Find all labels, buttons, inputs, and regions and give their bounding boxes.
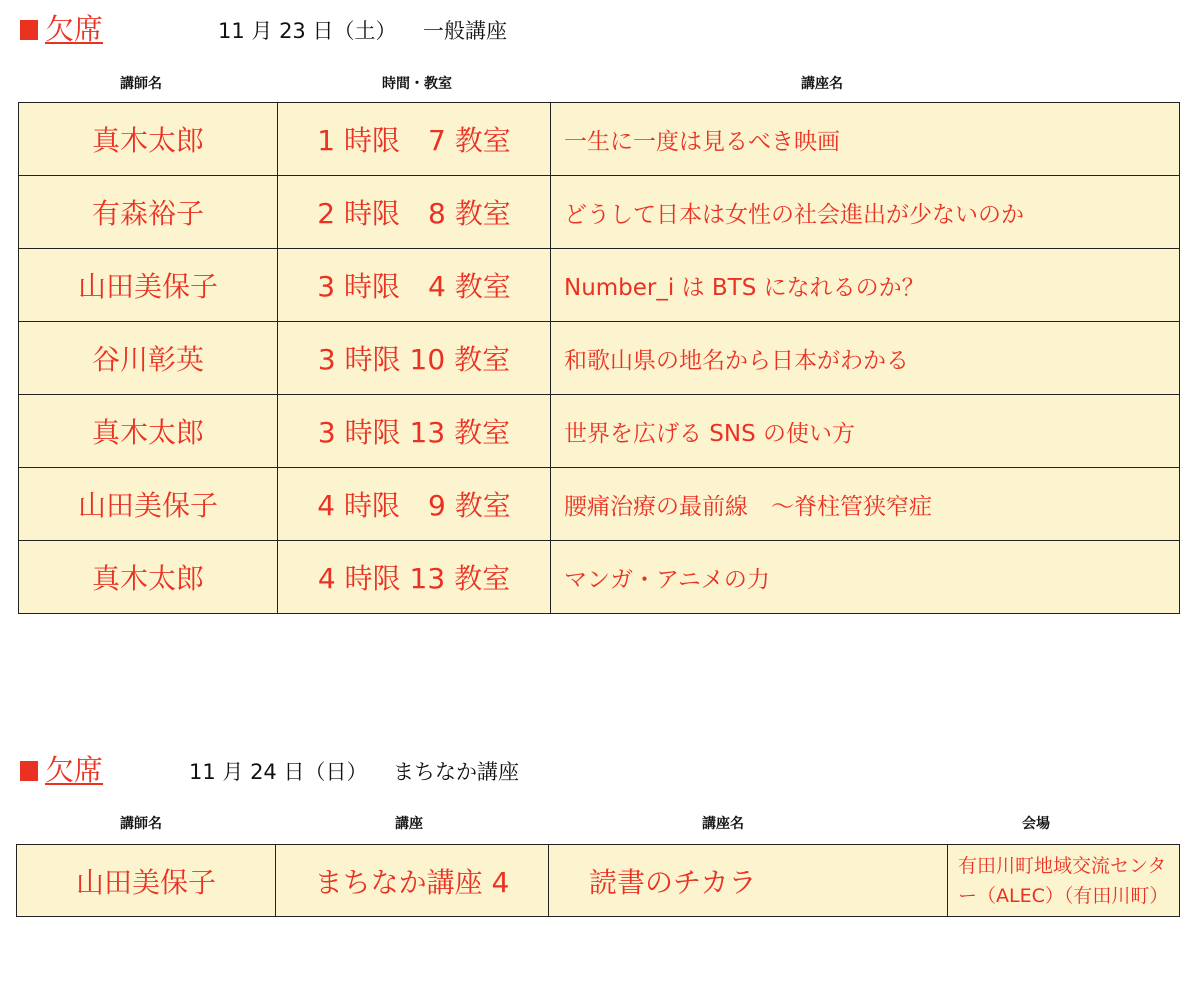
red-square-marker [20, 761, 38, 781]
course-title-cell: 読書のチカラ [549, 845, 948, 917]
teacher-cell: 真木太郎 [19, 103, 278, 176]
header-teacher: 講師名 [120, 816, 162, 832]
teacher-cell: 谷川彰英 [19, 322, 278, 395]
section2-date: 11 月 24 日（日） [189, 760, 368, 784]
table-row [19, 322, 1180, 395]
teacher-cell: 山田美保子 [17, 845, 276, 917]
course-title-cell: どうして日本は女性の社会進出が少ないのか [551, 176, 1180, 249]
teacher-cell: 真木太郎 [19, 541, 278, 614]
header-title: 講座名 [702, 816, 744, 832]
time-room-cell: 4 時限 9 教室 [278, 468, 551, 541]
course-title-cell: 腰痛治療の最前線 ～脊柱管狭窄症 [551, 468, 1180, 541]
venue-line: ー（ALEC）（有田川町） [958, 884, 1169, 907]
section2-kind: まちなか講座 [393, 760, 519, 784]
absent-label: 欠席 [45, 12, 104, 46]
time-room-cell: 1 時限 7 教室 [278, 103, 551, 176]
venue-line: 有田川町地域交流センタ [958, 854, 1167, 877]
teacher-cell: 真木太郎 [19, 395, 278, 468]
course-title-cell: マンガ・アニメの力 [551, 541, 1180, 614]
course-title-cell: Number_i は BTS になれるのか？ [551, 249, 1180, 322]
table-row [17, 845, 1180, 917]
section1-table [18, 102, 1180, 614]
table-row [19, 395, 1180, 468]
time-room-cell: 3 時限 4 教室 [278, 249, 551, 322]
section2-table [16, 844, 1180, 917]
header-teacher: 講師名 [120, 76, 162, 92]
table-row [19, 541, 1180, 614]
course-title-cell: 和歌山県の地名から日本がわかる [551, 322, 1180, 395]
teacher-cell: 山田美保子 [19, 468, 278, 541]
course-title-cell: 一生に一度は見るべき映画 [551, 103, 1180, 176]
table-row [19, 468, 1180, 541]
course-title-cell: 世界を広げる SNS の使い方 [551, 395, 1180, 468]
header-course: 講座 [395, 816, 423, 832]
table-row [19, 249, 1180, 322]
table-row [19, 176, 1180, 249]
section2-heading [0, 751, 1200, 791]
header-time: 時間・教室 [382, 76, 452, 92]
time-room-cell: 4 時限 13 教室 [278, 541, 551, 614]
header-venue: 会場 [1022, 816, 1050, 832]
course-cell: まちなか講座 4 [276, 845, 549, 917]
venue-cell [948, 845, 1180, 917]
table-row [19, 103, 1180, 176]
absent-label: 欠席 [45, 753, 104, 787]
red-square-marker [20, 20, 38, 40]
teacher-cell: 有森裕子 [19, 176, 278, 249]
time-room-cell: 3 時限 13 教室 [278, 395, 551, 468]
teacher-cell: 山田美保子 [19, 249, 278, 322]
section1-heading [0, 10, 1200, 50]
section1-date: 11 月 23 日（土） [218, 19, 397, 43]
header-title: 講座名 [801, 76, 843, 92]
time-room-cell: 3 時限 10 教室 [278, 322, 551, 395]
time-room-cell: 2 時限 8 教室 [278, 176, 551, 249]
section1-kind: 一般講座 [423, 19, 507, 43]
